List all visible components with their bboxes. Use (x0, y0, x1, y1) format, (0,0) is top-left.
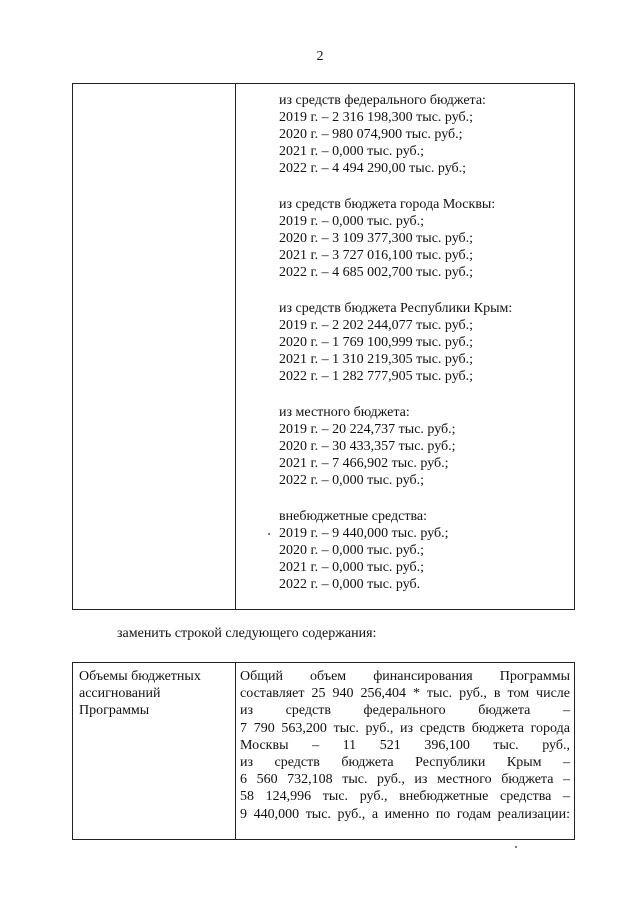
summary-line: 6 560 732,108 тыс. руб., из местного бюджета – (240, 772, 570, 788)
row-header-line: ассигнований (79, 686, 161, 701)
group-line: 2019 г. – 20 224,737 тыс. руб.; (279, 422, 456, 437)
group-line: 2020 г. – 30 433,357 тыс. руб.; (279, 439, 456, 454)
group-crimea-budget (279, 300, 569, 404)
group-line: 2021 г. – 1 310 219,305 тыс. руб.; (279, 352, 474, 367)
summary-line: Москвы – 11 521 396,100 тыс. руб., (240, 737, 570, 753)
summary-line: из средств федерального бюджета – (240, 703, 570, 719)
group-line: 2020 г. – 1 769 100,999 тыс. руб.; (279, 335, 474, 350)
group-line: 2022 г. – 4 494 290,00 тыс. руб.; (279, 161, 467, 176)
group-moscow-budget (279, 196, 569, 300)
group-line: 2021 г. – 0,000 тыс. руб.; (279, 560, 425, 575)
group-title: из средств бюджета Республики Крым: (279, 301, 513, 316)
summary-line: 58 124,996 тыс. руб., внебюджетные средства – (240, 789, 570, 805)
group-local-budget (279, 404, 569, 508)
group-line: 2020 г. – 0,000 тыс. руб.; (279, 543, 425, 558)
summary-line: Общий объем финансирования Программы (240, 669, 570, 684)
funding-table-old (72, 83, 575, 610)
summary-line: составляет 25 940 256,404 * тыс. руб., в том числе (240, 686, 570, 702)
page-number: 2 (316, 49, 324, 64)
replace-instruction: заменить строкой следующего содержания: (117, 626, 377, 641)
group-title: внебюджетные средства: (279, 509, 427, 524)
scan-speck (268, 533, 270, 535)
group-line: 2021 г. – 0,000 тыс. руб.; (279, 144, 425, 159)
group-line: 2021 г. – 3 727 016,100 тыс. руб.; (279, 248, 474, 263)
group-line: 2021 г. – 7 466,902 тыс. руб.; (279, 456, 449, 471)
funding-summary-cell (240, 668, 570, 823)
group-line: 2019 г. – 2 316 198,300 тыс. руб.; (279, 110, 474, 125)
group-extrabudgetary (279, 508, 569, 612)
group-line: 2019 г. – 2 202 244,077 тыс. руб.; (279, 318, 474, 333)
group-title: из средств бюджета города Москвы: (279, 197, 496, 212)
group-federal-budget (279, 92, 569, 196)
row-header-cell (79, 668, 229, 719)
group-line: 2020 г. – 980 074,900 тыс. руб.; (279, 127, 463, 142)
row-header-line: Объемы бюджетных (79, 669, 201, 684)
group-line: 2019 г. – 0,000 тыс. руб.; (279, 214, 425, 229)
row-header-line: Программы (79, 703, 150, 718)
funding-table-new (72, 662, 575, 840)
group-line: 2020 г. – 3 109 377,300 тыс. руб.; (279, 231, 474, 246)
group-title: из средств федерального бюджета: (279, 93, 486, 108)
group-title: из местного бюджета: (279, 405, 410, 420)
group-line: 2022 г. – 0,000 тыс. руб. (279, 577, 421, 592)
group-line: 2022 г. – 4 685 002,700 тыс. руб.; (279, 265, 474, 280)
column-divider (235, 84, 236, 609)
group-line: 2019 г. – 9 440,000 тыс. руб.; (279, 526, 449, 541)
group-line: 2022 г. – 1 282 777,905 тыс. руб.; (279, 369, 474, 384)
summary-line: 7 790 563,200 тыс. руб., из средств бюджета города (240, 720, 570, 736)
scan-speck (515, 846, 517, 848)
summary-line: из средств бюджета Республики Крым – (240, 755, 570, 771)
column-divider (235, 663, 236, 839)
summary-line: 9 440,000 тыс. руб., а именно по годам реализации: (240, 806, 570, 822)
funding-by-source (279, 92, 569, 612)
group-line: 2022 г. – 0,000 тыс. руб.; (279, 473, 425, 488)
